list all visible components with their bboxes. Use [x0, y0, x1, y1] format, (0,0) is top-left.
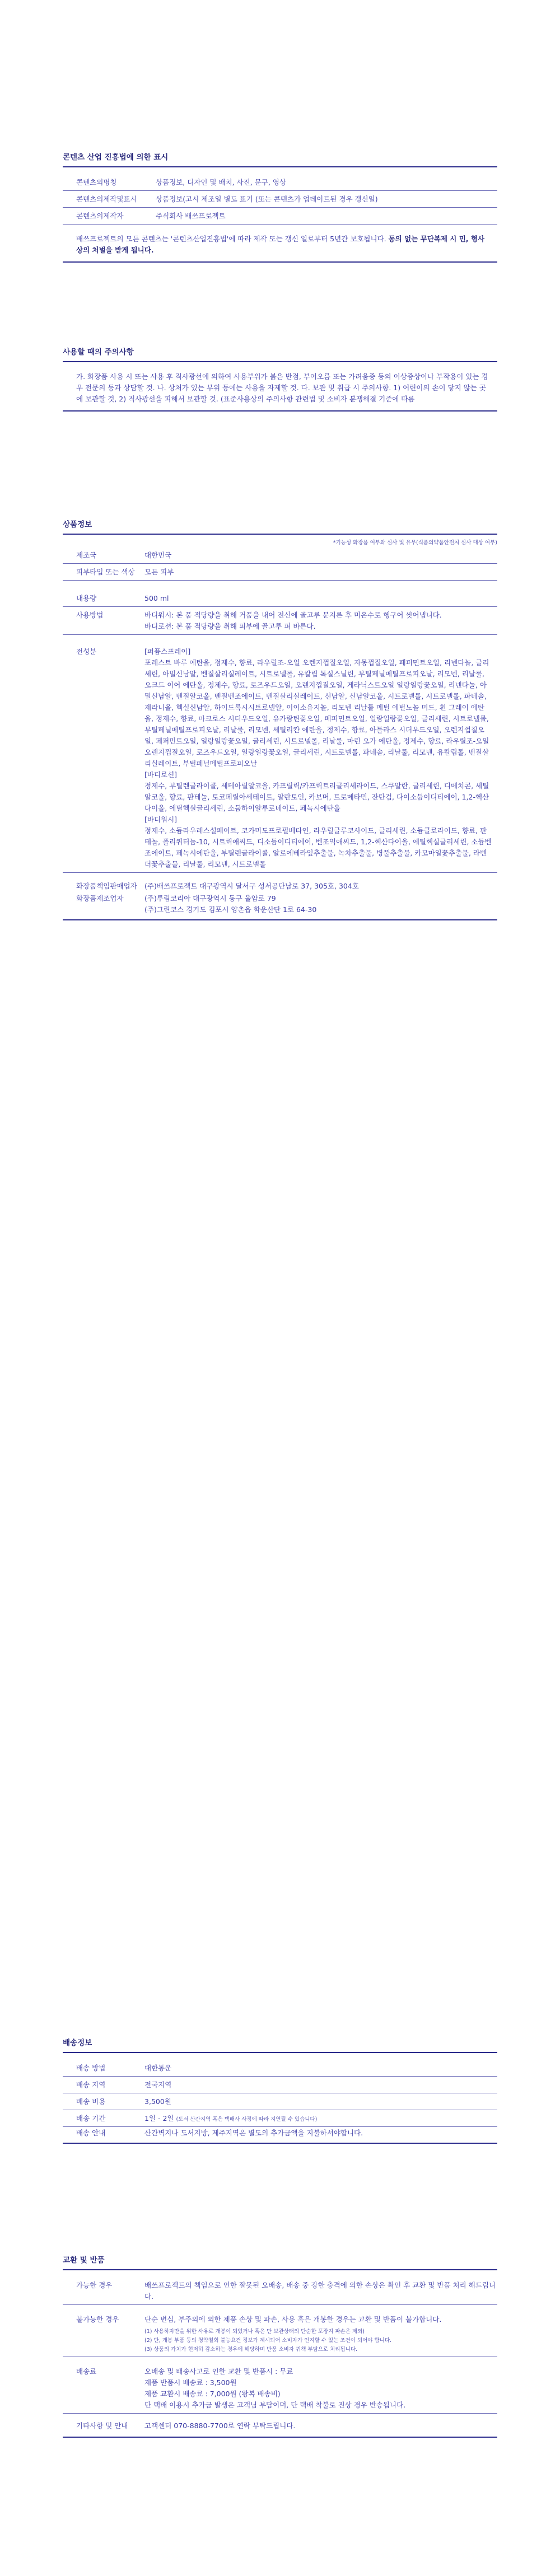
exchange-return-table — [63, 2277, 497, 2432]
shipping-title: 배송정보 — [63, 2038, 497, 2053]
table-row — [63, 892, 497, 916]
table-row — [63, 2127, 497, 2140]
table-row — [63, 581, 497, 607]
row-value: 대한민국 — [144, 547, 497, 564]
table-row — [63, 2060, 497, 2077]
section-divider — [63, 919, 497, 920]
content-law-section — [63, 152, 497, 263]
row-value: 상품정보, 디자인 및 배치, 사진, 문구, 영상 — [155, 174, 497, 191]
row-value: (주)배쓰프로젝트 대구광역시 달서구 성서공단남로 37, 305호, 304호 — [144, 882, 359, 890]
row-label: 배송 안내 — [76, 2129, 106, 2137]
product-info-title: 상품정보 — [63, 520, 497, 535]
row-label: 사용방법 — [63, 607, 144, 635]
row-value: 대한통운 — [144, 2060, 497, 2077]
table-row — [63, 2414, 497, 2433]
copyright-warning: 동의 없는 무단복제 시 민, 형사상의 처벌을 받게 됩니다. — [76, 235, 485, 254]
table-row — [63, 208, 497, 225]
exchange-return-title: 교환 및 반품 — [63, 2255, 497, 2270]
row-value: [퍼퓸스프레이] 포레스트 바루 에탄올, 정제수, 향료, 라우릴조-오일 오렌지껍질오일, 자몽껍질오일, 페퍼민트오일, 리넨다놀, 글리세린, 아밀신남알, 벤질살리실레이트, 시트로넬롤, 유칼립 톡실스닐린, 부틸페닐메틸프로피오날, 리모넨, 리날룰, 오크드 이어 에탄올, 정제수, 향료, 로즈우드오일, 오렌지껍질오일, 게라닉스트오일 일랑일랑꽃오일, 리넨다놀, 아밀신남알, 벤질알코올, 벤질벤조에이트, 벤질살리실레이트, 신남알, 신남알코올, 시트로넬롤, 시트로넬롤, 파네솔, 제라니올, 헥실신남알, 하이드록시시트로넬알, 이이소유지놀, 리모넨 리날룰 메틸 에틸노놀 미드, 흰 그레이 에탄올, 정제수, 향료, 마크로스 시더우드오일, 유카랑틴꽃오일, 페퍼민트오일, 일랑일랑꽃오일, 글리세린, 시트로넬롤, 부틸페닐메틸프로피오날, 리날룰, 리모넨, 세틸리칸 에탄올, 정제수, 향료, 아틀라스 시더우드오일, 오렌지껍질오일, 페퍼민트오일, 일랑일랑꽃오일, 글리세린, 시트로넬롤, 리날룰, 마린 오가 에탄올, 정제수, 향료, 라우릴조-오일 오렌지껍질오일, 로즈우드오일, 일랑일랑꽃오일, 글리세린, 시트로넬롤, 파네솔, 리날룰, 리모넨, 유칼립톨, 벤질살리실레이트, 부틸페닐메틸프로피오날 [바디로션] 정제수, 부틸렌글라이콜, 세테아릴알코올, 카프릴릭/카프릭트리글리세라이드, 스쿠알란, 글리세린, 디메치콘, 세틸알코올, 향료, 판테놀, 토코페릴아세테이트, 알란토인, 카보머, 트로메타민, 잔탄검, 다이소듐이디티에이, 1,2-헥산다이올, 에틸헥실글리세린, 소듐하이알루로네이트, 페녹시에탄올 [바디워시] 정제수, 소듐라우레스설페이트, 코카미도프로필베타인, 라우릴글루코사이드, 글리세린, 소듐클로라이드, 향료, 판테놀, 폴리쿼터늄-10, 시트릭애씨드, 디소듐이디티에이, 벤조익애씨드, 1,2-헥산다이올, 에틸헥실글리세린, 소듐벤조에이트, 페녹시에탄올, 부틸렌글라이콜, 알로에베라잎추출물, 녹차추출물, 병풀추출물, 카모마일꽃추출물, 라벤더꽃추출물, 리날룰, 리모넨, 시트로넬롤 — [144, 635, 497, 873]
row-value — [144, 2305, 497, 2357]
exchange-return-section — [63, 2255, 497, 2438]
row-label: 콘텐츠의제작자 — [63, 208, 155, 225]
row-value: 오배송 및 배송사고로 인한 교환 및 반품시 : 무료 제품 반품시 배송료 : 3,500원 제품 교환시 배송료 : 7,000원 (왕복 배송비) 단 택배 이용시 추가금 발생은 고객님 부담이며, 단 택배 착불로 진상 경우 반송됩니다. — [144, 2357, 497, 2414]
content-law-table — [63, 174, 497, 225]
table-row — [63, 174, 497, 191]
row-value: 전국지역 — [144, 2077, 497, 2093]
shipping-period: 1일 - 2일 — [144, 2114, 174, 2122]
row-label: 피부타입 또는 색상 — [63, 564, 144, 581]
table-row — [63, 2093, 497, 2110]
row-label: 내용량 — [63, 581, 144, 607]
row-label: 배송 기간 — [63, 2110, 144, 2127]
row-label: 콘텐츠의제작및표시 — [63, 191, 155, 208]
product-info-table — [63, 547, 497, 916]
table-row — [63, 564, 497, 581]
row-value: 상품정보(고시 제조일 별도 표기 (또는 콘텐츠가 업데이트된 경우 갱신일) — [155, 191, 497, 208]
row-label: 화장품제조업자 — [76, 894, 124, 903]
table-row — [63, 2305, 497, 2357]
table-row — [63, 2110, 497, 2127]
table-row — [63, 2277, 497, 2305]
row-label: 배송 방법 — [63, 2060, 144, 2077]
section-divider — [63, 2143, 497, 2144]
row-label: 가능한 경우 — [63, 2277, 144, 2305]
product-info-section — [63, 520, 497, 920]
caution-section — [63, 347, 497, 412]
row-label: 기타사항 및 안내 — [76, 2421, 128, 2430]
row-value: 고객센터 070-8880-7700로 연락 부탁드립니다. — [144, 2421, 296, 2430]
row-value: 모든 피부 — [144, 564, 497, 581]
row-value: 3,500원 — [144, 2093, 497, 2110]
impossible-case-notes: (1) 사용하자만을 위한 사유로 개봉이 되었거나 혹은 만 보관상태의 단순한 포장지 파손은 제외) (2) 단, 개봉 부품 등의 청약철회 불능요건 정보가 제시되어 소비자가 인지할 수 있는 조건이 되어야 합니다. (3) 상품의 가치가 현저히 감소하는 경우에 해당하며 반품 소비자 귀책 부담으로 처리됩니다. — [144, 2329, 392, 2353]
table-row — [63, 635, 497, 873]
row-value: (주)투림코리아 대구광역시 동구 율암로 79 (주)그린코스 경기도 김포시 양촌읍 학운산단 1로 64-30 — [144, 894, 317, 914]
row-value — [144, 2110, 497, 2127]
shipping-section — [63, 2038, 497, 2144]
table-row — [63, 191, 497, 208]
table-row — [63, 2077, 497, 2093]
row-label: 배송 비용 — [63, 2093, 144, 2110]
table-row — [63, 607, 497, 635]
row-label: 배송 지역 — [63, 2077, 144, 2093]
table-row — [63, 873, 497, 893]
table-row — [63, 547, 497, 564]
copyright-notice — [63, 225, 497, 263]
row-value: 500 ml — [144, 581, 497, 607]
row-value: 배쓰프로젝트의 책임으로 인한 잘못된 오배송, 배송 중 강한 충격에 의한 손상은 확인 후 교환 및 반품 처리 해드립니다. — [144, 2277, 497, 2305]
copyright-text: 배쓰프로젝트의 모든 콘텐츠는 '콘텐츠산업진흥법'에 따라 제작 또는 갱신 일로부터 5년간 보호됩니다. — [76, 235, 386, 243]
row-value: 산간벽지나 도서지방, 제주지역은 별도의 추가금액을 지불하셔야합니다. — [144, 2129, 363, 2137]
shipping-period-note: (도서 산간지역 혹은 택배사 사정에 따라 지연될 수 있습니다) — [176, 2116, 318, 2122]
shipping-table — [63, 2060, 497, 2139]
row-label: 전성분 — [63, 635, 144, 873]
section-divider — [63, 2437, 497, 2438]
row-value: 주식회사 배쓰프로젝트 — [155, 208, 497, 225]
row-label: 콘텐츠의명칭 — [63, 174, 155, 191]
table-row — [63, 2357, 497, 2414]
row-label: 불가능한 경우 — [63, 2305, 144, 2357]
impossible-case-text: 단순 변심, 부주의에 의한 제품 손상 및 파손, 사용 혹은 개봉한 경우는 교환 및 반품이 불가합니다. — [144, 2315, 442, 2323]
caution-title: 사용할 때의 주의사항 — [63, 347, 497, 362]
caution-body: 가. 화장품 사용 시 또는 사용 후 직사광선에 의하여 사용부위가 붉은 반점, 부어오름 또는 가려움증 등의 이상증상이나 부작용이 있는 경우 전문의 등과 상담할 것. 나. 상처가 있는 부위 등에는 사용을 자제할 것. 다. 보관 및 취급 시 주의사항. 1) 어린이의 손이 닿지 않는 곳에 보관할 것, 2) 직사광선을 피해서 보관할 것. (표준사용상의 주의사항 관련법 및 소비자 분쟁해결 기준에 따름 — [63, 362, 497, 412]
content-law-title: 콘텐츠 산업 진흥법에 의한 표시 — [63, 152, 497, 167]
row-label: 화장품책임판매업자 — [76, 882, 137, 890]
functional-note: *기능성 화장품 여부와 심사 및 유무(식품의약품안전처 심사 대상 여부) — [333, 540, 497, 546]
row-label: 배송료 — [63, 2357, 144, 2414]
row-label: 제조국 — [63, 547, 144, 564]
row-value: 바디워시: 본 품 적당량을 취해 거품을 내어 전신에 골고루 문지른 후 미온수로 헹구어 씻어냅니다. 바디로션: 본 품 적당량을 취해 피부에 골고루 펴 바른다. — [144, 607, 497, 635]
